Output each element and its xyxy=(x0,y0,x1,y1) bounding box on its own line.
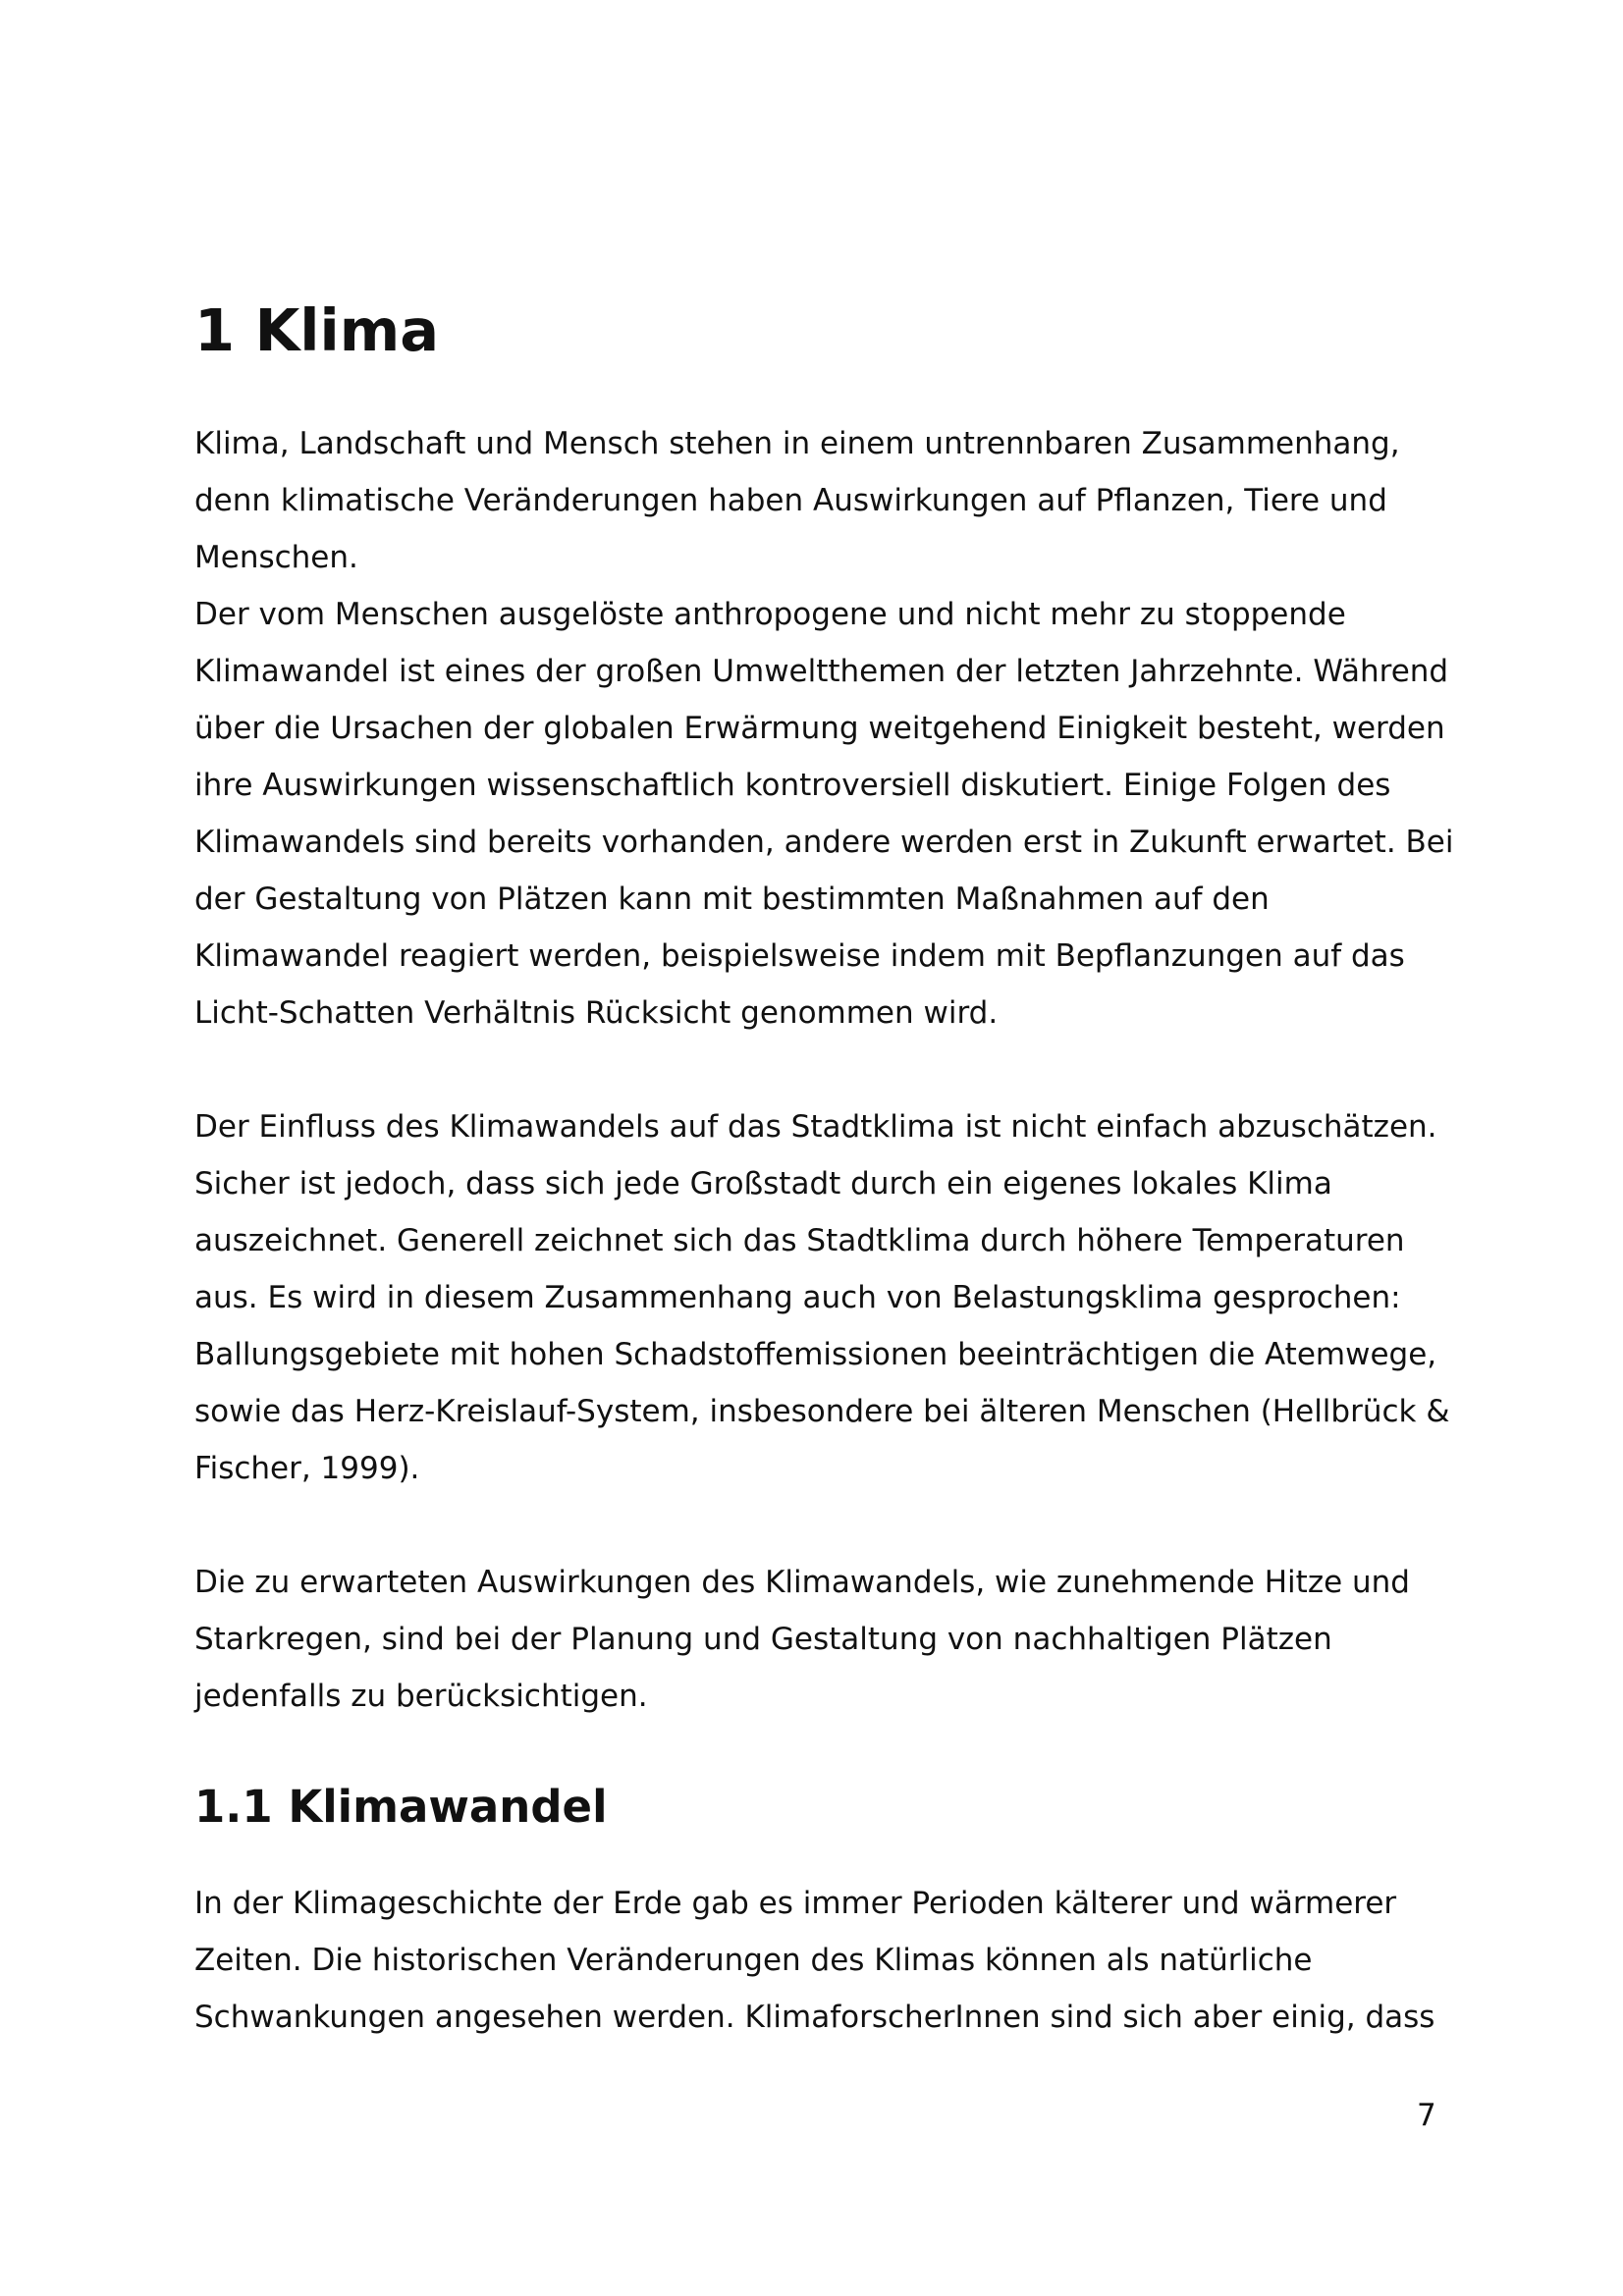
paragraph-gap xyxy=(194,1497,1441,1554)
paragraph-line: ihre Auswirkungen wissenschaftlich kontroversiell diskutiert. Einige Folgen des xyxy=(194,767,1391,803)
paragraph-line: Klimawandel reagiert werden, beispielsweise indem mit Bepflanzungen auf das xyxy=(194,937,1405,974)
paragraph-line: der Gestaltung von Plätzen kann mit bestimmten Maßnahmen auf den xyxy=(194,881,1270,917)
paragraph-line: aus. Es wird in diesem Zusammenhang auch von Belastungsklima gesprochen: xyxy=(194,1279,1401,1315)
paragraph-line: Klima, Landschaft und Mensch stehen in einem untrennbaren Zusammenhang, xyxy=(194,425,1400,461)
paragraph-line: Klimawandels sind bereits vorhanden, andere werden erst in Zukunft erwartet. Bei xyxy=(194,824,1454,860)
paragraph-climate-change xyxy=(194,586,1454,1041)
paragraph-line: über die Ursachen der globalen Erwärmung weitgehend Einigkeit besteht, werden xyxy=(194,710,1445,746)
document-page xyxy=(194,296,1454,2046)
paragraph-urban-climate xyxy=(194,1098,1450,1497)
paragraph-line: Licht-Schatten Verhältnis Rücksicht genommen wird. xyxy=(194,994,999,1031)
paragraph-line: Ballungsgebiete mit hohen Schadstoffemissionen beeinträchtigen die Atemwege, xyxy=(194,1336,1437,1372)
paragraph-line: auszeichnet. Generell zeichnet sich das Stadtklima durch höhere Temperaturen xyxy=(194,1222,1405,1258)
paragraph-line: In der Klimageschichte der Erde gab es immer Perioden kälterer und wärmerer xyxy=(194,1885,1397,1921)
paragraph-section xyxy=(194,1875,1441,2046)
paragraph-intro xyxy=(194,415,1441,586)
paragraph-line: Menschen. xyxy=(194,539,358,575)
section-title: 1.1 Klimawandel xyxy=(194,1780,608,1833)
paragraph-line: Schwankungen angesehen werden. KlimaforscherInnen sind sich aber einig, dass xyxy=(194,1999,1435,2035)
paragraph-line: denn klimatische Veränderungen haben Auswirkungen auf Pflanzen, Tiere und xyxy=(194,482,1387,518)
page-number: 7 xyxy=(1417,2098,1436,2133)
chapter-title: 1 Klima xyxy=(194,296,440,364)
paragraph-line: Die zu erwarteten Auswirkungen des Klimawandels, wie zunehmende Hitze und xyxy=(194,1564,1410,1600)
paragraph-line: Zeiten. Die historischen Veränderungen des Klimas können als natürliche xyxy=(194,1942,1313,1978)
paragraph-line: Fischer, 1999). xyxy=(194,1450,420,1486)
paragraph-line: Der vom Menschen ausgelöste anthropogene und nicht mehr zu stoppende xyxy=(194,596,1346,632)
paragraph-line: Starkregen, sind bei der Planung und Gestaltung von nachhaltigen Plätzen xyxy=(194,1621,1332,1657)
paragraph-line: sowie das Herz-Kreislauf-System, insbesondere bei älteren Menschen (Hellbrück & xyxy=(194,1393,1450,1429)
paragraph-line: Sicher ist jedoch, dass sich jede Großstadt durch ein eigenes lokales Klima xyxy=(194,1165,1332,1201)
paragraph-line: Klimawandel ist eines der großen Umweltthemen der letzten Jahrzehnte. Während xyxy=(194,653,1449,689)
paragraph-planning xyxy=(194,1554,1441,1725)
paragraph-line: jedenfalls zu berücksichtigen. xyxy=(194,1678,648,1714)
paragraph-gap xyxy=(194,1041,1441,1098)
paragraph-line: Der Einfluss des Klimawandels auf das Stadtklima ist nicht einfach abzuschätzen. xyxy=(194,1108,1437,1145)
